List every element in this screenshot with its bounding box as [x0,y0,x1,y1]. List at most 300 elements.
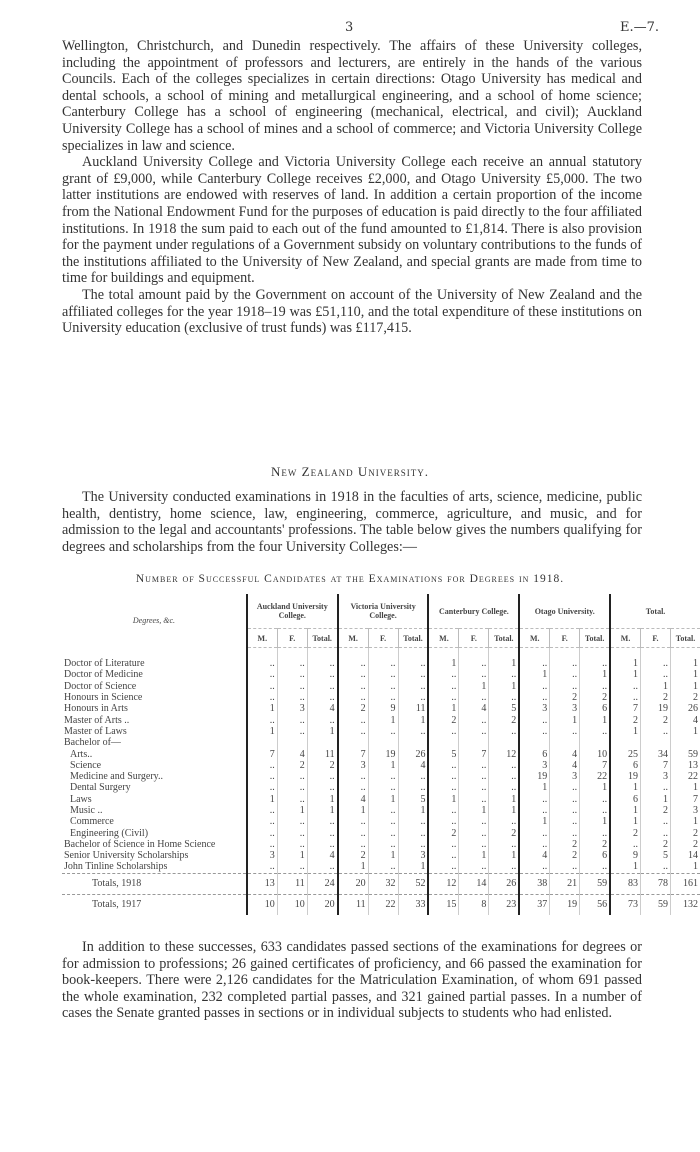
table-cell [610,737,640,748]
table-cell: .. [398,782,428,793]
table-cell: .. [307,681,337,692]
table-cell: 1 [670,648,700,670]
row-label: Honours in Arts [64,703,128,715]
table-cell: 1 [641,681,671,692]
table-cell: 4 [550,748,580,759]
table-cell: .. [489,726,519,737]
table-cell: .. [398,771,428,782]
table-cell: 3 [550,771,580,782]
row-label: Doctor of Science [64,680,137,692]
table-cell: .. [398,692,428,703]
table-cell: 1 [398,805,428,816]
table-cell: .. [489,861,519,873]
table-cell: 7 [580,760,610,771]
table-cell [550,737,580,748]
table-cell: .. [459,816,489,827]
table-cell: 3 [398,850,428,861]
table-cell: 6 [519,748,549,759]
table-cell: .. [368,816,398,827]
group-header: Otago University. [519,594,610,629]
row-label: Master of Arts .. [64,714,130,726]
table-cell: 56 [580,894,610,915]
table-cell: 3 [519,703,549,714]
table-cell: 12 [489,748,519,759]
table-row [62,648,700,670]
column-header: F. [368,629,398,648]
paragraph: Auckland University College and Victoria University College each receive an annual statutory grant of £9,000, while Canterbury College receives £2,000, and Otago University £5,000. The two latter institutions are endowed with reserves of land. In addition a certain proportion of the income from the National Endowment Fund for the purposes of education is paid directly to the four affiliated institutions. In 1918 the sum paid to each out of the fund amounted to £1,814. There is also provision for the payment under regulations of a Government subsidy on voluntary contributions to the funds of the institutions affiliated to the University of New Zealand, and special grants are made from time to time for buildings and equipment. [62,154,642,287]
table-cell: .. [519,794,549,805]
table-cell: 1 [519,816,549,827]
row-label: Arts.. [70,748,93,760]
table-cell: .. [610,692,640,703]
table-row [62,771,700,782]
table-cell: .. [338,827,368,838]
paragraph: In addition to these successes, 633 candidates passed sections of the examinations for degrees or for admission to professions; 26 gained certificates of proficiency, and 66 passed the examination for book-keepers. There were 2,126 candidates for the Matriculation Examination, of whom 691 passed the whole examination, 232 completed partial passes, and 321 gained partial passes. In a number of cases the Senate granted passes in sections or in individual subjects to students who had enlisted. [62,939,642,1022]
table-cell: .. [519,648,549,670]
column-header: Total. [307,629,337,648]
table-cell: 22 [670,771,700,782]
table-cell: 11 [277,873,307,894]
table-cell: .. [519,681,549,692]
table-cell [368,737,398,748]
table-cell: 2 [641,692,671,703]
table-cell: 20 [307,894,337,915]
table-cell: .. [459,760,489,771]
table-cell: 6 [580,703,610,714]
table-cell: .. [580,726,610,737]
table-cell: .. [489,669,519,680]
table-cell: 1 [338,805,368,816]
table-cell: 2 [307,760,337,771]
table-cell: 1 [610,816,640,827]
column-header: F. [641,629,671,648]
table-cell: .. [277,816,307,827]
table-cell: 1 [247,726,277,737]
row-label: Senior University Scholarships [64,850,189,862]
table-cell: 1 [489,850,519,861]
table-cell: 23 [489,894,519,915]
table-cell: .. [368,861,398,873]
table-cell: .. [641,827,671,838]
table-cell: .. [550,669,580,680]
table-cell: .. [247,692,277,703]
table-row [62,873,700,894]
table-cell: 22 [368,894,398,915]
row-label: Doctor of Medicine [64,669,143,681]
degrees-header: Degrees, &c. [132,616,175,626]
table-cell: 19 [368,748,398,759]
table-row [62,692,700,703]
table-cell: .. [368,827,398,838]
table-cell: .. [368,648,398,670]
degrees-table [62,594,700,915]
column-header: Total. [398,629,428,648]
table-cell [670,737,700,748]
column-header: M. [338,629,368,648]
table-cell: 1 [247,703,277,714]
table-cell: .. [307,827,337,838]
table-cell: .. [519,861,549,873]
document-reference: E.—7. [620,20,660,35]
table-cell: 1 [368,850,398,861]
table-cell: .. [459,794,489,805]
table-row [62,726,700,737]
table-cell: .. [428,805,458,816]
table-cell: .. [277,771,307,782]
table-cell: .. [307,648,337,670]
table-cell: 1 [670,782,700,793]
table-cell [641,737,671,748]
table-cell: 11 [398,703,428,714]
row-label: Bachelor of— [64,737,121,749]
table-cell: 19 [610,771,640,782]
table-cell: .. [550,861,580,873]
table-row [62,816,700,827]
table-row [62,714,700,725]
table-cell: 73 [610,894,640,915]
table-cell: 3 [519,760,549,771]
row-label: Laws [70,793,92,805]
table-cell: 1 [670,861,700,873]
table-cell: 1 [489,681,519,692]
table-cell: .. [489,839,519,850]
table-cell: 6 [610,760,640,771]
table-cell: .. [459,648,489,670]
table-cell: 1 [580,782,610,793]
table-cell [428,737,458,748]
table-cell: .. [247,861,277,873]
table-cell: 34 [641,748,671,759]
table-cell: .. [277,648,307,670]
table-cell: .. [580,681,610,692]
table-cell: .. [368,782,398,793]
row-label: Commerce [70,816,114,828]
table-cell: .. [580,794,610,805]
table-row [62,737,700,748]
table-cell: .. [550,681,580,692]
table-cell: 7 [641,760,671,771]
table-cell: .. [519,714,549,725]
table-cell: .. [338,726,368,737]
paragraph: The total amount paid by the Government on account of the University of New Zealand and the affiliated colleges for the year 1918–19 was £51,110, and the total expenditure of these institutions on University education (exclusive of trust funds) was £117,415. [62,286,642,337]
table-cell: 3 [277,703,307,714]
group-header: Auckland University College. [247,594,338,629]
table-cell: 1 [307,726,337,737]
table-cell: 10 [277,894,307,915]
table-cell: .. [580,805,610,816]
table-cell: 26 [670,703,700,714]
table-cell: 11 [307,748,337,759]
column-header: M. [519,629,549,648]
column-header: F. [277,629,307,648]
table-cell: .. [277,692,307,703]
table-cell: 2 [489,827,519,838]
row-label: Totals, 1918 [62,873,247,894]
table-cell: .. [641,816,671,827]
table-cell: 4 [459,703,489,714]
row-label: Engineering (Civil) [70,827,149,839]
table-cell: .. [277,726,307,737]
table-cell: 2 [550,692,580,703]
table-cell: 2 [670,839,700,850]
table-cell: 83 [610,873,640,894]
table-cell: 2 [610,714,640,725]
column-header: F. [459,629,489,648]
table-cell: .. [277,782,307,793]
row-label: Honours in Science [64,692,143,704]
table-cell: 2 [641,714,671,725]
table-cell: 22 [580,771,610,782]
table-cell: .. [338,692,368,703]
table-cell: .. [489,692,519,703]
table-cell: 14 [459,873,489,894]
table-cell: .. [459,771,489,782]
table-cell: .. [519,827,549,838]
table-cell: .. [550,794,580,805]
table-cell: 13 [247,873,277,894]
table-cell: 2 [277,760,307,771]
table-cell: 1 [489,648,519,670]
table-cell: .. [398,726,428,737]
table-cell: 4 [307,850,337,861]
table-cell: 2 [489,714,519,725]
table-row [62,681,700,692]
table-cell: 1 [368,794,398,805]
table-cell: 1 [670,816,700,827]
table-cell: 13 [670,760,700,771]
table-row [62,805,700,816]
table-cell: .. [398,816,428,827]
column-header: F. [550,629,580,648]
column-header: Total. [670,629,700,648]
table-cell: 37 [519,894,549,915]
table-cell: .. [368,726,398,737]
table-cell [580,737,610,748]
table-cell: 1 [610,782,640,793]
table-cell: 3 [670,805,700,816]
row-label: Dental Surgery [70,782,131,794]
table-cell: 1 [368,760,398,771]
table-cell: .. [428,760,458,771]
table-cell: .. [428,816,458,827]
table-cell: .. [247,805,277,816]
table-cell: 10 [247,894,277,915]
table-cell: 4 [550,760,580,771]
column-header: M. [610,629,640,648]
table-cell: 132 [670,894,700,915]
table-cell: .. [247,760,277,771]
table-cell: .. [277,669,307,680]
table-cell: .. [580,648,610,670]
university-text [62,489,642,555]
table-cell: .. [459,669,489,680]
table-cell: 9 [610,850,640,861]
table-cell [307,737,337,748]
table-row [62,861,700,873]
table-cell: .. [277,681,307,692]
table-cell: 5 [428,748,458,759]
table-cell: 2 [580,692,610,703]
table-cell: .. [277,714,307,725]
table-cell: .. [307,714,337,725]
row-label: Master of Laws [64,725,127,737]
closing-text [62,939,642,1022]
table-cell: 4 [519,850,549,861]
table-cell: 11 [338,894,368,915]
table-cell: .. [459,726,489,737]
table-cell: 7 [459,748,489,759]
table-cell: .. [247,669,277,680]
table-cell: .. [428,850,458,861]
table-cell: .. [368,839,398,850]
table-cell: 20 [338,873,368,894]
table-cell: 1 [459,681,489,692]
table-cell: 2 [428,827,458,838]
table-cell [398,737,428,748]
table-cell: .. [277,794,307,805]
table-cell: 7 [610,703,640,714]
table-cell: 2 [670,692,700,703]
table-cell: .. [277,839,307,850]
section-title: New Zealand University. [271,464,429,479]
table-cell: 2 [641,805,671,816]
table-cell: .. [550,648,580,670]
table-cell: .. [428,669,458,680]
table-cell: .. [459,839,489,850]
table-cell: .. [489,760,519,771]
table-cell: 1 [428,794,458,805]
table-cell: 1 [580,714,610,725]
table-cell: .. [580,861,610,873]
table-cell: 2 [580,839,610,850]
table-cell: .. [247,714,277,725]
table-cell: .. [368,669,398,680]
table-cell: .. [459,827,489,838]
table-cell: 59 [641,894,671,915]
table-cell: 1 [307,794,337,805]
table-cell: 33 [398,894,428,915]
table-cell: 59 [670,748,700,759]
group-header: Victoria University College. [338,594,429,629]
table-cell: 1 [610,805,640,816]
table-cell: .. [338,681,368,692]
table-cell: 5 [641,850,671,861]
table-cell [489,737,519,748]
table-cell: 4 [338,794,368,805]
table-cell: .. [489,816,519,827]
table-row [62,827,700,838]
table-cell: 59 [580,873,610,894]
table-cell [338,737,368,748]
table-cell: .. [307,692,337,703]
table-row [62,839,700,850]
column-header: Total. [580,629,610,648]
table-cell: 4 [670,714,700,725]
table-cell: 8 [459,894,489,915]
row-label: Medicine and Surgery.. [70,771,164,783]
table-cell: 1 [519,782,549,793]
table-cell: 21 [550,873,580,894]
table-cell: .. [307,816,337,827]
table-cell: 1 [610,861,640,873]
table-cell: 1 [428,648,458,670]
table-cell: .. [550,816,580,827]
table-cell [247,737,277,748]
group-header: Total. [610,594,700,629]
table-cell: 1 [398,714,428,725]
table-cell: 26 [398,748,428,759]
table-cell: 19 [550,894,580,915]
table-cell: 1 [277,850,307,861]
table-cell: .. [489,782,519,793]
table-cell: 2 [550,850,580,861]
table-cell: 6 [610,794,640,805]
table-cell: 7 [247,748,277,759]
table-cell: .. [368,692,398,703]
table-cell: 12 [428,873,458,894]
paragraph: Wellington, Christchurch, and Dunedin respectively. The affairs of these University colleges, including the appointment of professors and lecturers, are entirely in the hands of the various Councils. Each of the colleges specializes in certain directions: Otago University has medical and dental schools, a school of mining and metallurgical engineering, and a school of home science; Canterbury College has a school of engineering (mechanical, electrical, and civil); Auckland University College has a school of mines and a school of commerce; and Victoria University College specializes in law and science. [62,38,642,154]
table-cell: 4 [398,760,428,771]
table-cell: .. [368,771,398,782]
table-cell: .. [247,648,277,670]
table-cell: .. [338,714,368,725]
table-cell: 52 [398,873,428,894]
table-cell: 1 [368,714,398,725]
table-cell: .. [277,861,307,873]
table-cell: 1 [489,794,519,805]
table-cell: .. [428,681,458,692]
table-cell: 1 [670,726,700,737]
column-header: M. [247,629,277,648]
table-cell: 1 [519,669,549,680]
table-cell: 1 [398,861,428,873]
table-cell: 9 [368,703,398,714]
row-label: Doctor of Literature [64,657,145,669]
table-cell: 7 [670,794,700,805]
table-cell: .. [368,805,398,816]
table-cell: .. [641,726,671,737]
table-cell: 1 [550,714,580,725]
table-row [62,748,700,759]
table-cell: 1 [610,669,640,680]
table-cell: 1 [459,850,489,861]
table-cell: 1 [307,805,337,816]
row-label: Music .. [70,805,103,816]
table-cell: 1 [459,805,489,816]
table-cell: 26 [489,873,519,894]
intro-text [62,38,642,337]
table-caption: Number of Successful Candidates at the Examinations for Degrees in 1918. [135,573,565,585]
paragraph: The University conducted examinations in 1918 in the faculties of arts, science, medicine, public health, dentistry, home science, law, engineering, commerce, agriculture, and music, and for admission to the legal and accountants' professions. The table below gives the numbers qualifying for degrees and scholarships from the four University Colleges:— [62,489,642,555]
table-cell: 24 [307,873,337,894]
table-cell: 7 [338,748,368,759]
table-cell: .. [641,669,671,680]
table-cell: .. [459,782,489,793]
column-header: Total. [489,629,519,648]
table-row [62,703,700,714]
table-cell: 1 [489,805,519,816]
table-cell [277,737,307,748]
table-row [62,760,700,771]
table-cell: 38 [519,873,549,894]
table-cell: 1 [670,681,700,692]
table-cell: .. [428,692,458,703]
page-number: 3 [345,20,354,35]
table-cell: 14 [670,850,700,861]
table-cell: .. [338,648,368,670]
table-row [62,669,700,680]
table-cell: 1 [580,669,610,680]
